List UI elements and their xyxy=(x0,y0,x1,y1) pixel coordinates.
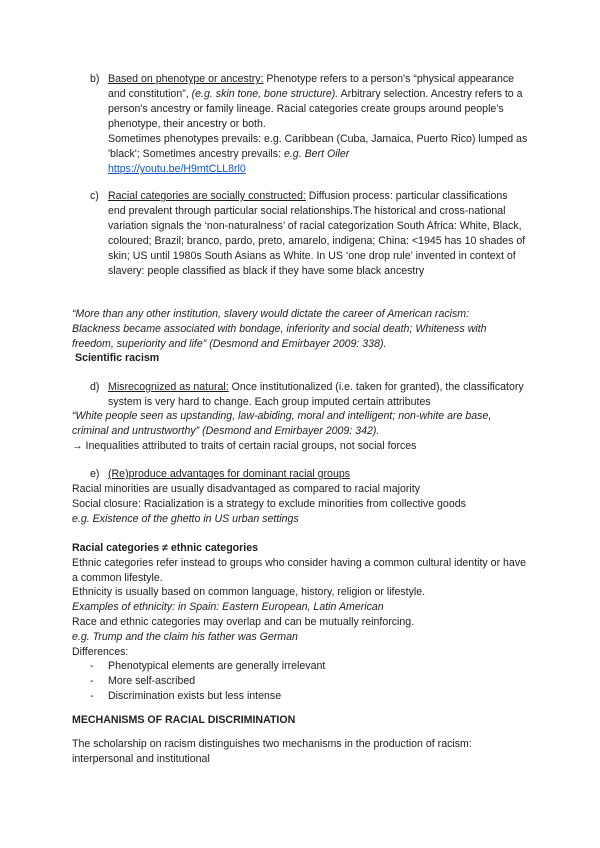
dash-marker: - xyxy=(90,690,94,702)
item-c-text: Diffusion process: particular classifications end prevalent through particular social relationships.The historical and cross-national variation signals the ‘non-naturalness’ of racial categorization South Africa: White, Black, coloured; Brazil; branco, pardo, preto, amarelo, indigena; China: <1945 has 10 shades of skin; US until 1980s South Asians as White. In US ‘one drop rule’ invented in context of slavery: people classified as black if they have some black ancestry xyxy=(108,190,526,277)
differences-label: Differences: xyxy=(72,646,129,658)
item-b-text2: Arbitrary selection. Ancestry refers to a person's ancestry or family lineage. Racial categories create groups around people's phenotype, their ancestry or both. xyxy=(108,88,523,130)
item-b-example: (e.g. skin tone, bone structure). xyxy=(191,88,339,100)
mechanisms-heading: MECHANISMS OF RACIAL DISCRIMINATION xyxy=(72,714,296,726)
item-b-example2: e.g. Bert Oiler xyxy=(283,148,350,160)
item-b-text3: Sometimes phenotypes prevails: e.g. Caribbean (Cuba, Jamaica, Puerto Rico) lumped as 'black'; Sometimes ancestry prevails: xyxy=(108,133,528,160)
ethnicity-examples: Examples of ethnicity: in Spain: Eastern European, Latin American xyxy=(72,601,384,613)
list-marker-b: b) xyxy=(90,73,100,85)
ethnicity-basis: Ethnicity is usually based on common language, history, religion or lifestyle. xyxy=(72,586,426,598)
item-e-heading xyxy=(108,467,528,482)
racial-minorities-line: Racial minorities are usually disadvantaged as compared to racial majority xyxy=(72,483,420,495)
difference-item: Discrimination exists but less intense xyxy=(108,690,282,702)
item-d-paragraph xyxy=(108,380,528,410)
item-d-heading: Misrecognized as natural: xyxy=(108,381,229,393)
white-people-quote: “White people seen as upstanding, law-abiding, moral and intelligent; non-white are base, criminal and untrustworthy” (Desmond and Emirbayer 2009: 342). xyxy=(72,410,492,437)
item-b-text1: Phenotype refers to a person's “physical appearance and constitution”, xyxy=(108,73,515,100)
difference-item: More self-ascribed xyxy=(108,675,196,687)
dash-marker: - xyxy=(90,675,94,687)
overlap-line: Race and ethnic categories may overlap and can be mutually reinforcing. xyxy=(72,616,415,628)
slavery-quote: “More than any other institution, slavery would dictate the career of American racism: Blackness became associated with bondage, inferiority and social death; Whiteness with freedom, superiority and life” (Desmond and Emirbayer 2009: 338). xyxy=(72,308,487,350)
item-e-heading-text: (Re)produce advantages for dominant racial groups xyxy=(108,468,351,480)
dash-marker: - xyxy=(90,660,94,672)
social-closure-line: Social closure: Racialization is a strategy to exclude minorities from collective goods xyxy=(72,498,466,510)
mechanisms-text: The scholarship on racism distinguishes two mechanisms in the production of racism: interpersonal and institutional xyxy=(72,738,472,765)
ethnic-definition: Ethnic categories refer instead to groups who consider having a common cultural identity or have a common lifestyle. xyxy=(72,557,527,584)
inequalities-line: → Inequalities attributed to traits of certain racial groups, not social forces xyxy=(72,440,417,452)
youtube-link[interactable]: https://youtu.be/H9mtCLL8rl0 xyxy=(108,163,246,175)
list-marker-e: e) xyxy=(90,468,100,480)
list-marker-c: c) xyxy=(90,190,99,202)
trump-example: e.g. Trump and the claim his father was German xyxy=(72,631,298,643)
difference-item: Phenotypical elements are generally irrelevant xyxy=(108,660,326,672)
item-c-paragraph xyxy=(108,189,528,279)
list-marker-d: d) xyxy=(90,381,100,393)
item-b-paragraph xyxy=(108,72,528,177)
item-d-text: Once institutionalized (i.e. taken for granted), the classificatory system is very hard to change. Each group imputed certain attributes xyxy=(108,381,524,408)
scientific-racism-heading: Scientific racism xyxy=(75,352,160,364)
ethnic-categories-heading: Racial categories ≠ ethnic categories xyxy=(72,542,258,554)
item-b-heading: Based on phenotype or ancestry: xyxy=(108,73,264,85)
item-c-heading: Racial categories are socially constructed: xyxy=(108,190,306,202)
ghetto-example: e.g. Existence of the ghetto in US urban settings xyxy=(72,513,299,525)
